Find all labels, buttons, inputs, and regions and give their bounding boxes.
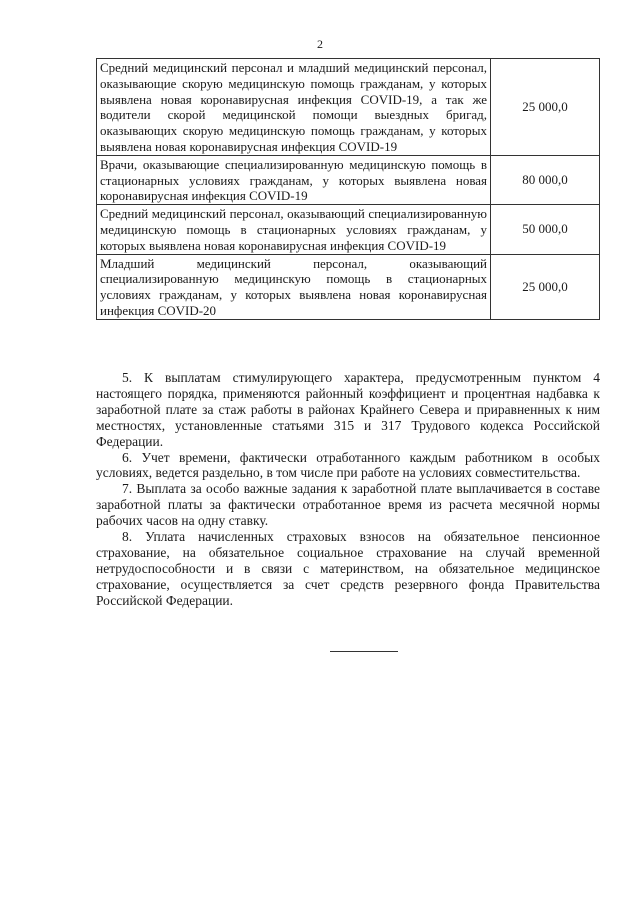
row-amount: 25 000,0	[491, 59, 600, 156]
table-row	[97, 254, 600, 319]
row-description: Средний медицинский персонал и младший медицинский персонал, оказывающие скорую медицинскую помощь гражданам, у которых выявлена новая коронавирусная инфекция COVID-19, а так же водители скорой медицинской помощи выездных бригад, оказывающих скорую медицинскую помощь гражданам, у которых выявлена новая коронавирусная инфекция COVID-19	[97, 59, 491, 156]
row-description: Врачи, оказывающие специализированную медицинскую помощь в стационарных условиях гражданам, у которых выявлена новая коронавирусная инфекция COVID-19	[97, 155, 491, 204]
table-row	[97, 205, 600, 254]
paragraph-8: 8. Уплата начисленных страховых взносов на обязательное пенсионное страхование, на обязательное социальное страхование на случай временной нетрудоспособности и в связи с материнством, на обязательное медицинское страхование, осуществляется за счет средств резервного фонда Правительства Российской Федерации.	[96, 529, 600, 608]
page-number: 2	[317, 37, 323, 51]
paragraph-5: 5. К выплатам стимулирующего характера, предусмотренным пунктом 4 настоящего порядка, применяются районный коэффициент и процентная надбавка к заработной плате за стаж работы в районах Крайнего Севера и приравненных к ним местностях, установленные статьями 315 и 317 Трудового кодекса Российской Федерации.	[96, 370, 600, 449]
closing-divider-line	[330, 651, 398, 652]
payment-table	[96, 58, 600, 320]
row-amount: 25 000,0	[491, 254, 600, 319]
row-amount: 80 000,0	[491, 155, 600, 204]
table-row	[97, 155, 600, 204]
row-amount: 50 000,0	[491, 205, 600, 254]
body-text	[96, 370, 600, 609]
paragraph-6: 6. Учет времени, фактически отработанного каждым работником в особых условиях, ведется раздельно, в том числе при работе на условиях совместительства.	[96, 449, 600, 481]
paragraph-7: 7. Выплата за особо важные задания к заработной плате выплачивается в составе заработной платы за фактически отработанное время из расчета месячной нормы рабочих часов на одну ставку.	[96, 481, 600, 529]
table-row	[97, 59, 600, 156]
row-description: Младший медицинский персонал, оказывающий специализированную медицинскую помощь в стационарных условиях гражданам, у которых выявлена новая коронавирусная инфекция COVID-20	[97, 254, 491, 319]
row-description: Средний медицинский персонал, оказывающий специализированную медицинскую помощь в стационарных условиях гражданам, у которых выявлена новая коронавирусная инфекция COVID-19	[97, 205, 491, 254]
